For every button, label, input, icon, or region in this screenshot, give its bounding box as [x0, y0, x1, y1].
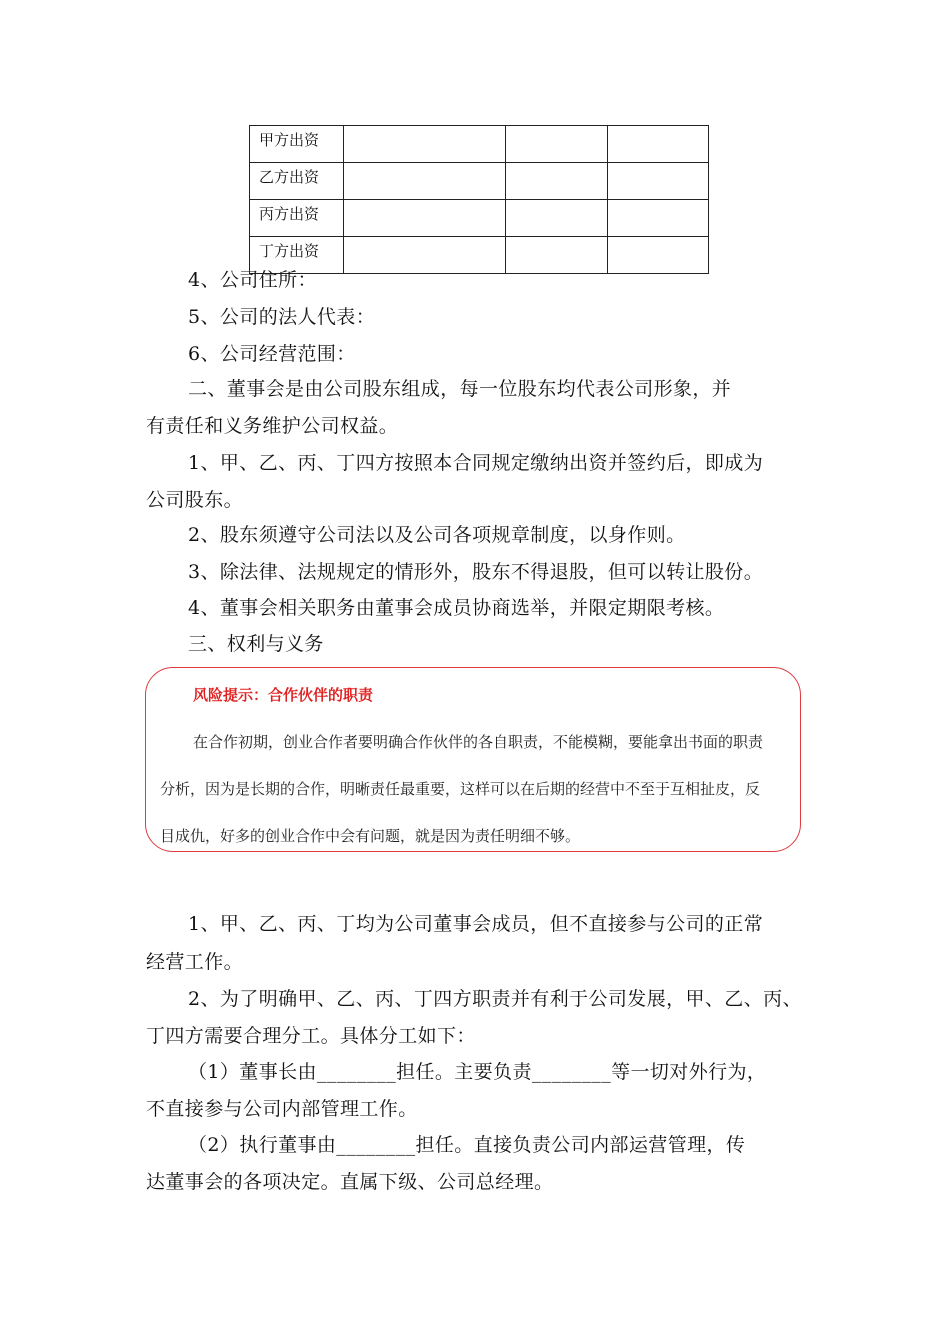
table-cell — [506, 126, 608, 163]
duty-item-2: 2、为了明确甲、乙、丙、丁四方职责并有利于公司发展，甲、乙、丙、 — [188, 988, 802, 1010]
shareholder-item-1-cont: 公司股东。 — [146, 489, 244, 511]
risk-tip-title: 风险提示：合作伙伴的职责 — [193, 686, 374, 704]
duty-item-2-cont: 丁四方需要合理分工。具体分工如下： — [146, 1025, 476, 1047]
executive-director-item-cont: 达董事会的各项决定。直属下级、公司总经理。 — [146, 1171, 554, 1193]
table-row — [250, 200, 709, 237]
table-row — [250, 163, 709, 200]
chairman-item-cont: 不直接参与公司内部管理工作。 — [146, 1098, 418, 1120]
row-label: 乙方出资 — [250, 163, 344, 200]
chairman-item: （1）董事长由________担任。主要负责________等一切对外行为， — [188, 1061, 767, 1083]
business-scope-item: 6、公司经营范围： — [188, 343, 356, 365]
capital-contribution-table — [249, 125, 709, 274]
shareholder-item-1: 1、甲、乙、丙、丁四方按照本合同规定缴纳出资并签约后，即成为 — [188, 452, 764, 474]
table-cell — [608, 200, 709, 237]
duty-item-1-cont: 经营工作。 — [146, 951, 244, 973]
shareholder-item-4: 4、董事会相关职务由董事会成员协商选举，并限定期限考核。 — [188, 597, 725, 619]
rights-duties-heading: 三、权利与义务 — [188, 633, 324, 655]
shareholder-item-2: 2、股东须遵守公司法以及公司各项规章制度，以身作则。 — [188, 524, 686, 546]
table-cell — [344, 200, 506, 237]
shareholder-item-3: 3、除法律、法规规定的情形外，股东不得退股，但可以转让股份。 — [188, 561, 764, 583]
risk-tip-line-1: 在合作初期，创业合作者要明确合作伙伴的各自职责，不能模糊，要能拿出书面的职责 — [193, 733, 764, 751]
table-row — [250, 126, 709, 163]
company-address-item: 4、公司住所： — [188, 269, 317, 291]
table-cell — [344, 126, 506, 163]
row-label: 丁方出资 — [250, 237, 344, 274]
table-cell — [344, 163, 506, 200]
table-cell — [506, 200, 608, 237]
table-cell — [506, 163, 608, 200]
duty-item-1: 1、甲、乙、丙、丁均为公司董事会成员，但不直接参与公司的正常 — [188, 913, 764, 935]
legal-representative-item: 5、公司的法人代表： — [188, 306, 376, 328]
risk-tip-line-3: 目成仇，好多的创业合作中会有问题，就是因为责任明细不够。 — [160, 827, 581, 845]
table-cell — [608, 126, 709, 163]
row-label: 甲方出资 — [250, 126, 344, 163]
row-label: 丙方出资 — [250, 200, 344, 237]
table-cell — [608, 163, 709, 200]
executive-director-item: （2）执行董事由________担任。直接负责公司内部运营管理，传 — [188, 1134, 746, 1156]
board-section-heading: 二、董事会是由公司股东组成，每一位股东均代表公司形象，并 — [188, 378, 732, 400]
board-section-heading-cont: 有责任和义务维护公司权益。 — [146, 415, 399, 437]
risk-tip-line-2: 分析，因为是长期的合作，明晰责任最重要，这样可以在后期的经营中不至于互相扯皮，反 — [160, 780, 761, 798]
